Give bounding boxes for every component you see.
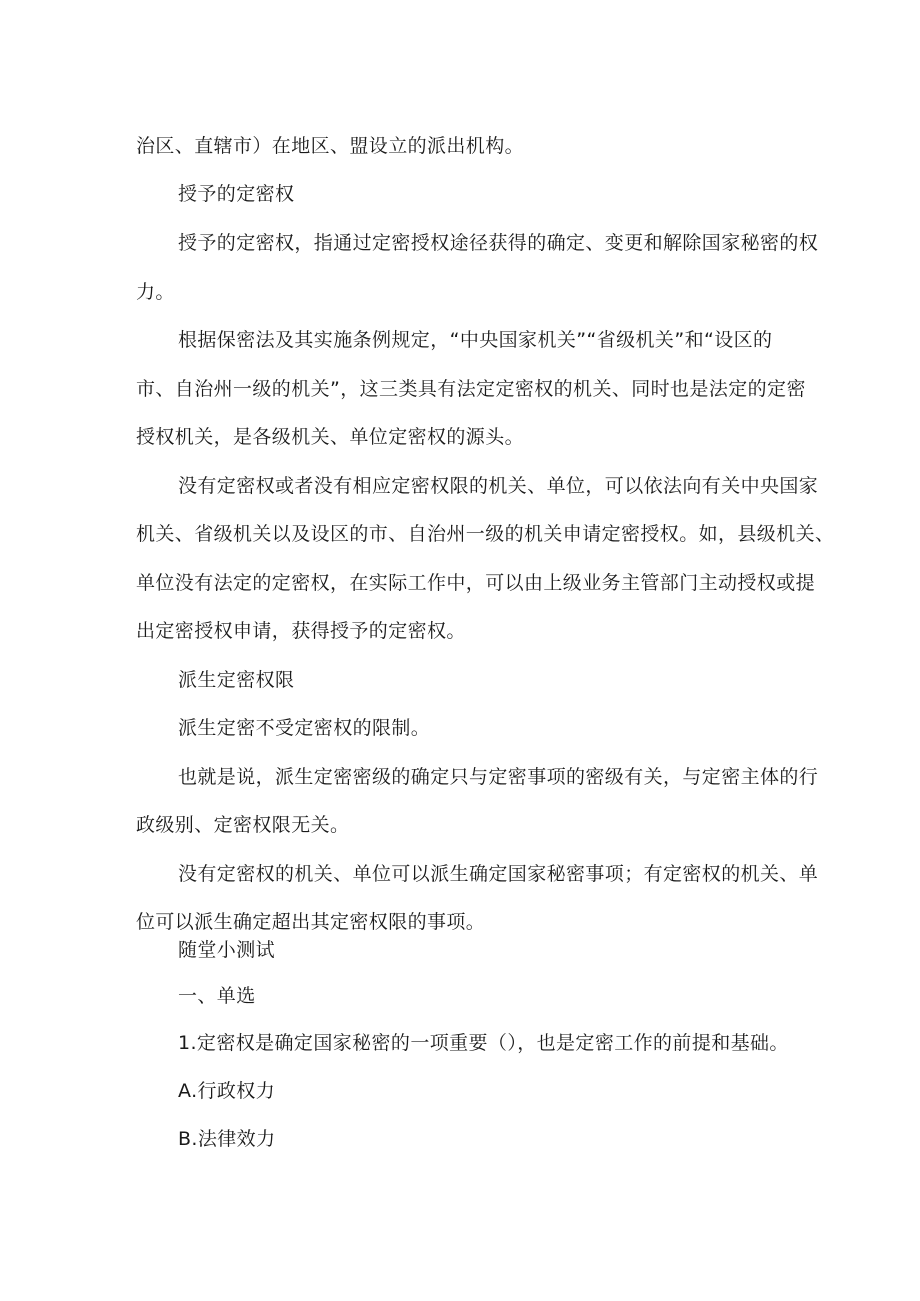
section-heading: 随堂小测试 [178, 939, 276, 961]
paragraph-line: 治区、直辖市）在地区、盟设立的派出机构。 [136, 135, 525, 157]
paragraph-line: 单位没有法定的定密权，在实际工作中，可以由上级业务主管部门主动授权或提 [136, 572, 816, 594]
section-heading: 一、单选 [178, 985, 256, 1007]
quiz-option: A.行政权力 [178, 1080, 276, 1102]
paragraph-line: 没有定密权的机关、单位可以派生确定国家秘密事项；有定密权的机关、单 [178, 863, 819, 885]
section-heading: 派生定密权限 [178, 669, 295, 691]
paragraph-line: 机关、省级机关以及设区的市、自治州一级的机关申请定密授权。如，县级机关、 [136, 523, 835, 545]
paragraph-line: 没有定密权或者没有相应定密权限的机关、单位，可以依法向有关中央国家 [178, 475, 819, 497]
paragraph-line: 派生定密不受定密权的限制。 [178, 717, 431, 739]
paragraph-line: 也就是说，派生定密密级的确定只与定密事项的密级有关，与定密主体的行 [178, 766, 819, 788]
paragraph-line: 出定密授权申请，获得授予的定密权。 [136, 620, 466, 642]
paragraph-line: 授予的定密权，指通过定密授权途径获得的确定、变更和解除国家秘密的权 [178, 232, 819, 254]
paragraph-line: 根据保密法及其实施条例规定，“中央国家机关”“省级机关”和“设区的 [178, 329, 773, 351]
section-heading: 授予的定密权 [178, 183, 295, 205]
paragraph-line: 政级别、定密权限无关。 [136, 814, 350, 836]
paragraph-line: 市、自治州一级的机关”，这三类具有法定定密权的机关、同时也是法定的定密 [136, 378, 806, 400]
paragraph-line: 位可以派生确定超出其定密权限的事项。 [136, 911, 486, 933]
quiz-option: B.法律效力 [178, 1128, 276, 1150]
paragraph-line: 力。 [136, 281, 175, 303]
quiz-question: 1.定密权是确定国家秘密的一项重要（），也是定密工作的前提和基础。 [178, 1032, 789, 1054]
paragraph-line: 授权机关，是各级机关、单位定密权的源头。 [136, 426, 525, 448]
